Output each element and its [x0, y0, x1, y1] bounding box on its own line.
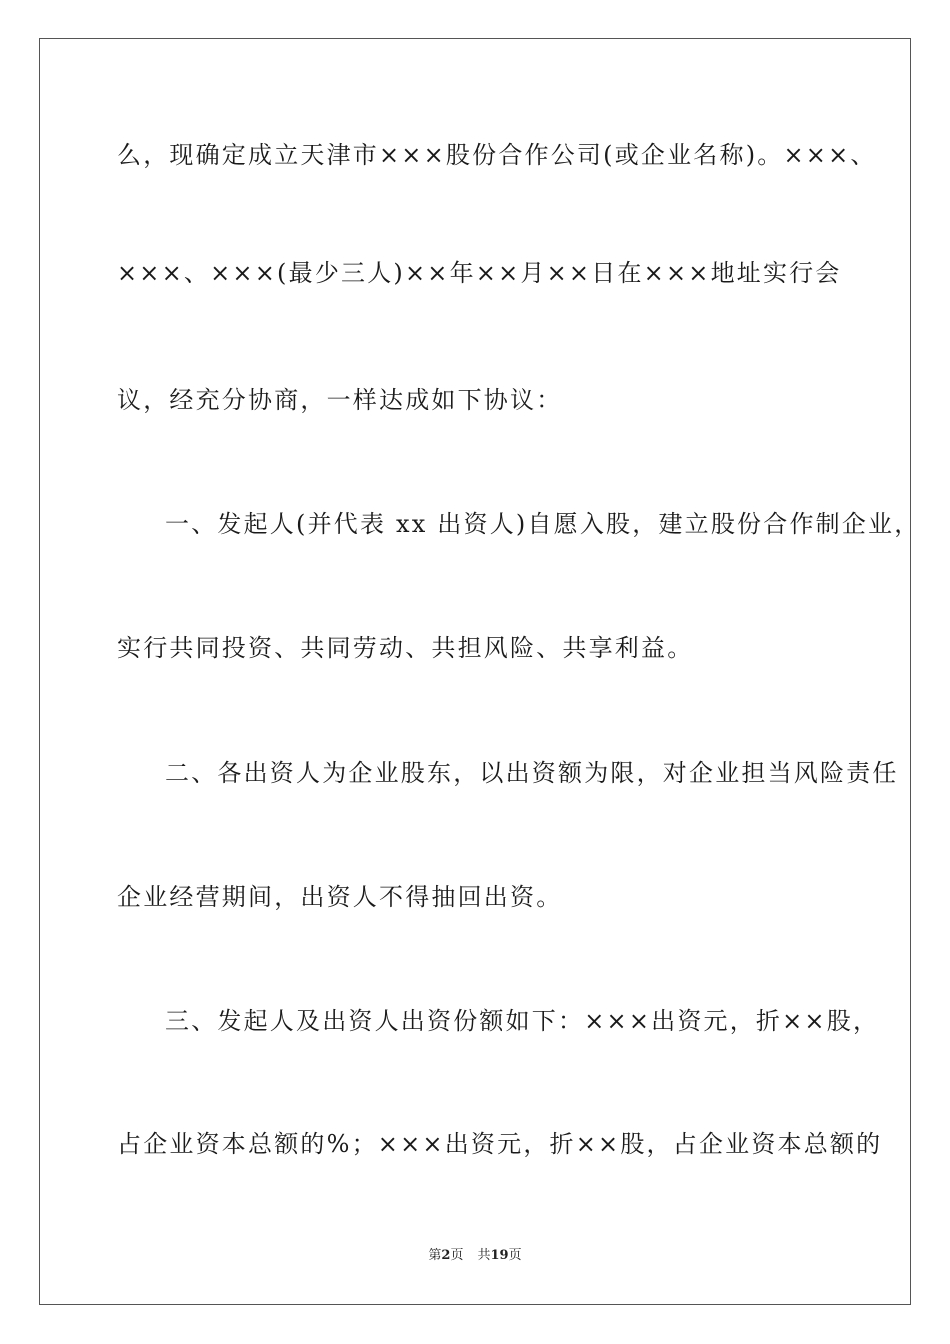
total-suffix: 页 — [508, 1248, 522, 1263]
body-text-line: 企业经营期间，出资人不得抽回出资。 — [117, 883, 563, 911]
current-page-number: 2 — [441, 1248, 451, 1263]
body-text-line: ×××、×××(最少三人)××年××月××日在×××地址实行会 — [117, 259, 842, 287]
page-footer — [0, 1246, 950, 1266]
total-prefix: 共 — [477, 1248, 491, 1263]
page-prefix: 第 — [428, 1248, 442, 1263]
clause-three-line: 三、发起人及出资人出资份额如下：×××出资元，折××股， — [165, 1007, 880, 1035]
page-border — [39, 38, 911, 1305]
body-text-line: 实行共同投资、共同劳动、共担风险、共享利益。 — [117, 634, 694, 662]
page-suffix: 页 — [450, 1248, 464, 1263]
body-text-line: 占企业资本总额的%；×××出资元，折××股，占企业资本总额的 — [117, 1130, 883, 1158]
total-pages-number: 19 — [490, 1248, 509, 1263]
clause-one-line: 一、发起人(并代表 xx 出资人)自愿入股，建立股份合作制企业， — [165, 510, 921, 538]
body-text-line: 议，经充分协商，一样达成如下协议： — [117, 386, 563, 414]
clause-two-line: 二、各出资人为企业股东，以出资额为限，对企业担当风险责任 — [165, 759, 899, 787]
body-text-line: 么，现确定成立天津市×××股份合作公司(或企业名称)。×××、 — [117, 141, 877, 169]
